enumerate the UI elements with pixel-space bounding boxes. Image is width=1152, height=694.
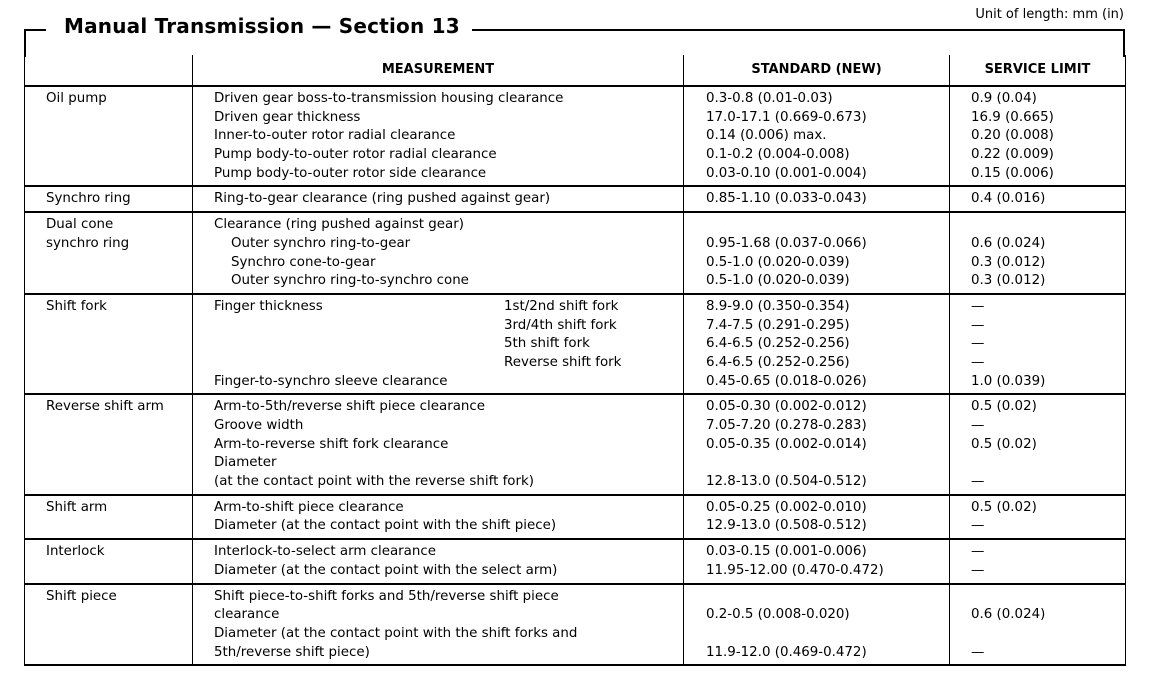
- measurement-line: Pump body-to-outer rotor radial clearance: [214, 147, 497, 163]
- row-shift-arm: [25, 495, 1126, 539]
- standard-cell: [684, 539, 950, 583]
- standard-value: 0.14 (0.006) max.: [706, 128, 827, 144]
- limit-value: —: [971, 562, 985, 578]
- measurement-line: [193, 335, 683, 354]
- row-reverse-shift-arm: [25, 394, 1126, 494]
- standard-cell: [684, 86, 950, 186]
- standard-cell: [684, 186, 950, 212]
- limit-value: —: [971, 644, 985, 660]
- component-label: synchro ring: [46, 235, 130, 251]
- component-cell: [25, 584, 193, 666]
- component-cell: [25, 186, 193, 212]
- measurement-line: Driven gear boss-to-transmission housing clearance: [214, 91, 564, 106]
- limit-value: 0.9 (0.04): [971, 91, 1037, 106]
- standard-value: 0.03-0.10 (0.001-0.004): [706, 165, 867, 181]
- row-synchro-ring: [25, 186, 1126, 212]
- row-dual-cone-synchro-ring: [25, 212, 1126, 294]
- standard-value: 0.05-0.25 (0.002-0.010): [706, 499, 867, 515]
- standard-value: 7.4-7.5 (0.291-0.295): [706, 317, 850, 333]
- component-label: Reverse shift arm: [46, 399, 164, 415]
- measurement-line: [193, 354, 683, 373]
- limit-value: 16.9 (0.665): [971, 109, 1054, 125]
- limit-value: —: [971, 298, 985, 314]
- measurement-line: Diameter: [214, 455, 277, 471]
- measurement-cell: [193, 86, 684, 186]
- standard-value: 12.8-13.0 (0.504-0.512): [706, 474, 867, 490]
- standard-cell: [684, 294, 950, 394]
- limit-value: —: [971, 474, 985, 490]
- measurement-line: [193, 298, 683, 317]
- component-cell: [25, 394, 193, 494]
- limit-cell: [950, 495, 1126, 539]
- component-label: Oil pump: [46, 91, 107, 106]
- row-interlock: [25, 539, 1126, 583]
- standard-value: 0.1-0.2 (0.004-0.008): [706, 147, 850, 163]
- measurement-line: Outer synchro ring-to-synchro cone: [231, 273, 469, 289]
- header-measurement: MEASUREMENT: [193, 55, 684, 86]
- standard-cell: [684, 495, 950, 539]
- limit-value: [950, 216, 1125, 235]
- limit-value: 0.5 (0.02): [971, 399, 1037, 415]
- component-cell: [25, 495, 193, 539]
- measurement-line: Diameter (at the contact point with the select arm): [214, 562, 558, 578]
- measurement-line: Diameter (at the contact point with the shift forks and: [214, 625, 578, 641]
- limit-cell: [950, 294, 1126, 394]
- header-limit: SERVICE LIMIT: [950, 55, 1126, 86]
- standard-value: 12.9-13.0 (0.508-0.512): [706, 518, 867, 534]
- measurement-line: Interlock-to-select arm clearance: [214, 544, 436, 560]
- limit-value: [950, 625, 1125, 644]
- standard-value: [684, 625, 949, 644]
- standard-value: 7.05-7.20 (0.278-0.283): [706, 418, 867, 433]
- measurement-line: Diameter (at the contact point with the shift piece): [214, 518, 557, 534]
- fork-label: Reverse shift fork: [504, 354, 622, 370]
- limit-cell: [950, 212, 1126, 294]
- header-standard: STANDARD (NEW): [684, 55, 950, 86]
- standard-value: 6.4-6.5 (0.252-0.256): [706, 336, 850, 352]
- standard-value: [684, 216, 949, 235]
- limit-value: —: [971, 354, 985, 370]
- measurement-line: Synchro cone-to-gear: [231, 254, 376, 270]
- measurement-cell: [193, 294, 684, 394]
- measurement-cell: [193, 212, 684, 294]
- fork-label: 3rd/4th shift fork: [504, 317, 617, 333]
- standard-value: 0.5-1.0 (0.020-0.039): [706, 273, 850, 289]
- measurement-line: Pump body-to-outer rotor side clearance: [214, 165, 487, 181]
- measurement-line: Groove width: [214, 418, 304, 433]
- component-label: Synchro ring: [46, 191, 131, 207]
- header-row: [25, 55, 1126, 86]
- measurement-line: (at the contact point with the reverse shift fork): [214, 474, 534, 490]
- measurement-line: Arm-to-shift piece clearance: [214, 499, 404, 515]
- limit-value: 0.4 (0.016): [971, 191, 1046, 207]
- limit-cell: [950, 539, 1126, 583]
- measurement-line: Outer synchro ring-to-gear: [231, 235, 411, 251]
- component-cell: [25, 294, 193, 394]
- measurement-line: Clearance (ring pushed against gear): [214, 217, 464, 233]
- measurement-line: clearance: [214, 607, 280, 623]
- standard-cell: [684, 584, 950, 666]
- frame-right-rule: [1123, 29, 1125, 57]
- limit-cell: [950, 394, 1126, 494]
- fork-label: 1st/2nd shift fork: [504, 298, 619, 314]
- limit-value: —: [971, 418, 985, 433]
- component-cell: [25, 212, 193, 294]
- standard-value: 11.95-12.00 (0.470-0.472): [706, 562, 884, 578]
- limit-value: 0.5 (0.02): [971, 436, 1037, 452]
- standard-cell: [684, 212, 950, 294]
- limit-value: 0.15 (0.006): [971, 165, 1054, 181]
- page-title: Manual Transmission — Section 13: [64, 14, 460, 38]
- standard-value: 0.5-1.0 (0.020-0.039): [706, 254, 850, 270]
- component-label: Dual cone: [46, 217, 114, 233]
- frame-top-right-rule: [472, 29, 1125, 31]
- standard-value: 0.3-0.8 (0.01-0.03): [706, 91, 833, 106]
- standard-value: 8.9-9.0 (0.350-0.354): [706, 298, 850, 314]
- limit-value: [950, 454, 1125, 473]
- component-label: Shift arm: [46, 499, 108, 515]
- measurement-line: Shift piece-to-shift forks and 5th/reverse shift piece: [214, 588, 559, 604]
- limit-cell: [950, 186, 1126, 212]
- measurement-line: Finger-to-synchro sleeve clearance: [214, 373, 448, 389]
- limit-value: 0.6 (0.024): [971, 607, 1046, 623]
- component-label: Shift piece: [46, 588, 117, 604]
- limit-value: 0.3 (0.012): [971, 273, 1046, 289]
- row-shift-piece: [25, 584, 1126, 666]
- standard-value: 0.05-0.30 (0.002-0.012): [706, 399, 867, 415]
- limit-value: 0.5 (0.02): [971, 499, 1037, 515]
- measurement-cell: [193, 186, 684, 212]
- standard-value: 0.95-1.68 (0.037-0.066): [706, 235, 867, 251]
- limit-value: 0.3 (0.012): [971, 254, 1046, 270]
- measurement-line: Arm-to-5th/reverse shift piece clearance: [214, 399, 485, 415]
- component-cell: [25, 539, 193, 583]
- measurement-line: 5th/reverse shift piece): [214, 644, 370, 660]
- standard-value: 0.45-0.65 (0.018-0.026): [706, 373, 867, 389]
- measurement-line: Arm-to-reverse shift fork clearance: [214, 436, 449, 452]
- finger-thickness-label: Finger thickness: [214, 298, 323, 314]
- limit-value: [950, 588, 1125, 607]
- spec-table: [24, 55, 1126, 666]
- component-label: Interlock: [46, 544, 105, 560]
- standard-value: 6.4-6.5 (0.252-0.256): [706, 354, 850, 370]
- component-label: Shift fork: [46, 298, 107, 314]
- component-cell: [25, 86, 193, 186]
- limit-value: 0.6 (0.024): [971, 235, 1046, 251]
- standard-value: 0.2-0.5 (0.008-0.020): [706, 607, 850, 623]
- row-oil-pump: [25, 86, 1126, 186]
- standard-value: 11.9-12.0 (0.469-0.472): [706, 644, 867, 660]
- measurement-line: Driven gear thickness: [214, 109, 361, 125]
- measurement-line: Inner-to-outer rotor radial clearance: [214, 128, 456, 144]
- frame-top-left-rule: [24, 29, 46, 31]
- measurement-line: Ring-to-gear clearance (ring pushed against gear): [214, 191, 551, 207]
- standard-value: 0.05-0.35 (0.002-0.014): [706, 436, 867, 452]
- limit-value: 1.0 (0.039): [971, 373, 1046, 389]
- limit-value: 0.20 (0.008): [971, 128, 1054, 144]
- measurement-cell: [193, 584, 684, 666]
- standard-cell: [684, 394, 950, 494]
- limit-value: —: [971, 544, 985, 560]
- limit-value: —: [971, 518, 985, 534]
- limit-value: 0.22 (0.009): [971, 147, 1054, 163]
- measurement-cell: [193, 394, 684, 494]
- unit-note: Unit of length: mm (in): [975, 7, 1124, 22]
- standard-value: [684, 454, 949, 473]
- standard-value: 17.0-17.1 (0.669-0.673): [706, 109, 867, 125]
- fork-label: 5th shift fork: [504, 336, 590, 352]
- limit-cell: [950, 584, 1126, 666]
- header-component: [25, 55, 193, 86]
- standard-value: [684, 588, 949, 607]
- frame-left-rule: [24, 29, 26, 57]
- limit-value: —: [971, 336, 985, 352]
- measurement-cell: [193, 539, 684, 583]
- measurement-line: [193, 317, 683, 336]
- standard-value: 0.03-0.15 (0.001-0.006): [706, 544, 867, 560]
- limit-cell: [950, 86, 1126, 186]
- measurement-cell: [193, 495, 684, 539]
- limit-value: —: [971, 317, 985, 333]
- row-shift-fork: [25, 294, 1126, 394]
- standard-value: 0.85-1.10 (0.033-0.043): [706, 191, 867, 207]
